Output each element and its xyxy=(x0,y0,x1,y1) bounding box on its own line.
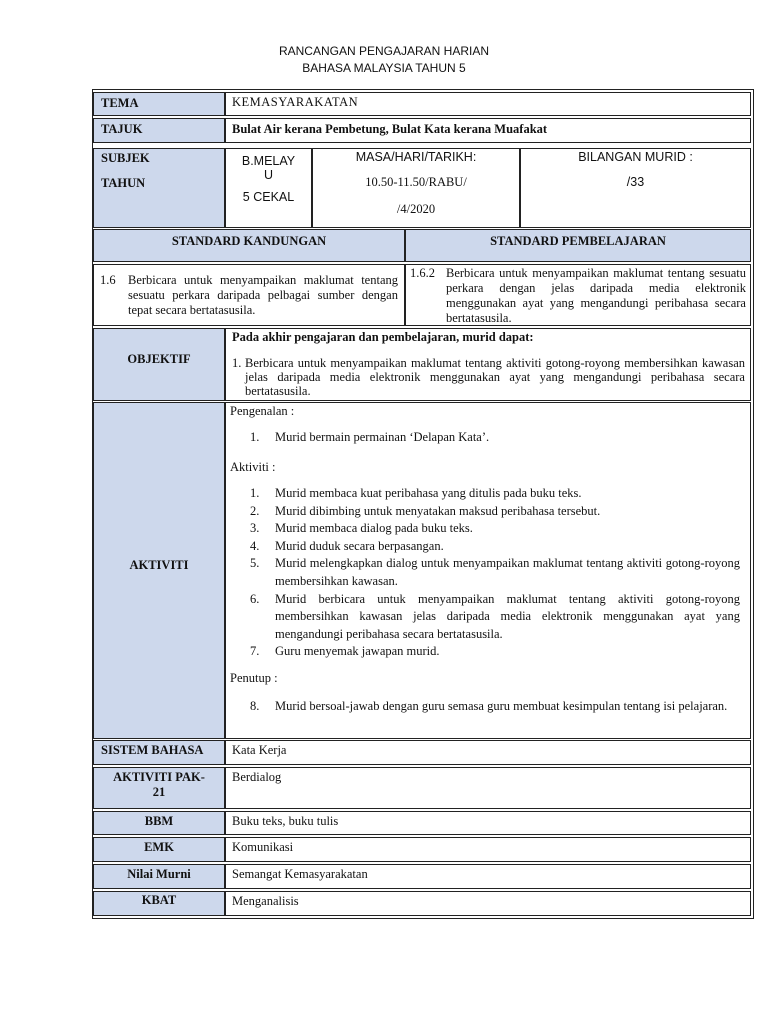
list-item xyxy=(226,520,746,538)
tahun-label: TAHUN xyxy=(101,176,146,190)
list-item xyxy=(226,430,746,445)
objektif-intro: Pada akhir pengajaran dan pembelajaran, murid dapat: xyxy=(232,330,534,344)
objektif-item-number: 1. xyxy=(232,356,242,370)
document-title: RANCANGAN PENGAJARAN HARIAN xyxy=(278,44,490,58)
list-item-number: 1. xyxy=(250,486,260,500)
standard-pembelajaran-cell xyxy=(405,264,751,326)
tajuk-label: TAJUK xyxy=(93,118,225,143)
list-item xyxy=(226,698,746,715)
aktiviti-sub-label: Aktiviti : xyxy=(230,460,276,474)
standard-pembelajaran-number: 1.6.2 xyxy=(410,266,435,280)
list-item xyxy=(226,555,746,590)
masa-cell xyxy=(312,148,520,228)
subjek-tahun-label-cell xyxy=(93,148,225,228)
list-item-number: 3. xyxy=(250,521,260,536)
list-item-text: Murid duduk secara berpasangan. xyxy=(275,538,444,553)
list-item-number: 6. xyxy=(250,591,260,606)
bilangan-label: BILANGAN MURID : xyxy=(578,150,693,164)
pak21-label-line2: 21 xyxy=(152,785,166,799)
aktiviti-list xyxy=(226,485,746,661)
standard-kandungan-cell xyxy=(93,264,405,326)
masa-time: 10.50-11.50/RABU/ xyxy=(365,175,467,189)
list-item-text: Murid bersoal-jawab dengan guru semasa guru membuat kesimpulan tentang isi pelajaran. xyxy=(275,699,728,713)
list-item xyxy=(226,503,746,521)
tema-value: KEMASYARAKATAN xyxy=(225,92,751,116)
list-item-number: 7. xyxy=(250,644,260,659)
objektif-item-text: Berbicara untuk menyampaikan maklumat tentang aktiviti gotong-royong membersihkan kawasan jelas daripada media elektronik menggunakan ayat yang mengandungi peribahasa secara bertatasusila. xyxy=(245,356,745,398)
objektif-label: OBJEKTIF xyxy=(93,328,225,401)
kbat-value: Menganalisis xyxy=(225,891,751,916)
aktiviti-cell xyxy=(225,402,751,739)
list-item-text: Murid dibimbing untuk menyatakan maksud peribahasa tersebut. xyxy=(275,503,601,518)
penutup-label: Penutup : xyxy=(230,671,278,685)
list-item-text: Murid membaca kuat peribahasa yang ditulis pada buku teks. xyxy=(275,486,582,500)
standard-kandungan-text: Berbicara untuk menyampaikan maklumat tentang sesuatu perkara daripada pelbagai sumber dengan tepat secara bertatasusila. xyxy=(128,273,398,317)
list-item-text: Guru menyemak jawapan murid. xyxy=(275,644,440,659)
emk-label: EMK xyxy=(93,837,225,862)
kbat-label: KBAT xyxy=(93,891,225,916)
bilangan-cell xyxy=(520,148,751,228)
aktiviti-label: AKTIVITI xyxy=(93,402,225,739)
pak21-label-line1: AKTIVITI PAK- xyxy=(113,770,205,784)
list-item-text: Murid membaca dialog pada buku teks. xyxy=(275,521,473,536)
subjek-label: SUBJEK xyxy=(101,151,150,165)
bbm-value: Buku teks, buku tulis xyxy=(225,811,751,835)
list-item-number: 4. xyxy=(250,538,260,553)
nilai-murni-label: Nilai Murni xyxy=(93,864,225,889)
pengenalan-label: Pengenalan : xyxy=(230,404,295,418)
nilai-murni-value: Semangat Kemasyarakatan xyxy=(225,864,751,889)
list-item-text: Murid berbicara untuk menyampaikan maklumat tentang aktiviti gotong-royong membersihkan kawasan jelas daripada media elektronik menggunakan ayat yang mengandungi peribahasa secara bertatasusila. xyxy=(275,591,740,641)
sistem-bahasa-value: Kata Kerja xyxy=(225,740,751,765)
standard-kandungan-number: 1.6 xyxy=(100,273,116,287)
document-subtitle: BAHASA MALAYSIA TAHUN 5 xyxy=(302,61,466,75)
list-item-number: 8. xyxy=(250,699,260,713)
tajuk-value: Bulat Air kerana Pembetung, Bulat Kata kerana Muafakat xyxy=(225,118,751,143)
list-item-text: Murid melengkapkan dialog untuk menyampaikan maklumat tentang aktiviti gotong-royong membersihkan kawasan. xyxy=(275,556,740,588)
subjek-value-line1: B.MELAY xyxy=(241,154,296,168)
objektif-cell xyxy=(225,328,751,401)
tahun-value: 5 CEKAL xyxy=(242,190,295,204)
list-item xyxy=(226,591,746,644)
list-item-text: Murid bermain permainan ‘Delapan Kata’. xyxy=(275,430,490,444)
masa-label: MASA/HARI/TARIKH: xyxy=(355,150,477,164)
pak21-label xyxy=(93,767,225,809)
bbm-label: BBM xyxy=(93,811,225,835)
sistem-bahasa-label: SISTEM BAHASA xyxy=(93,740,225,765)
tema-label: TEMA xyxy=(93,92,225,116)
standard-pembelajaran-header: STANDARD PEMBELAJARAN xyxy=(405,229,751,262)
masa-date: /4/2020 xyxy=(396,202,436,216)
standard-pembelajaran-text: Berbicara untuk menyampaikan maklumat tentang sesuatu perkara dengan jelas daripada media elektronik menggunakan ayat yang mengandungi peribahasa secara bertatasusila. xyxy=(446,266,746,325)
list-item-number: 5. xyxy=(250,556,260,571)
pak21-value: Berdialog xyxy=(225,767,751,809)
list-item xyxy=(226,485,746,503)
penutup-list xyxy=(226,698,746,715)
bilangan-value: /33 xyxy=(626,175,645,189)
subjek-tahun-value-cell xyxy=(225,148,312,228)
standard-kandungan-header: STANDARD KANDUNGAN xyxy=(93,229,405,262)
emk-value: Komunikasi xyxy=(225,837,751,862)
list-item xyxy=(226,643,746,661)
list-item-number: 1. xyxy=(250,430,260,444)
list-item xyxy=(226,538,746,556)
pengenalan-list xyxy=(226,430,746,445)
subjek-value-line2: U xyxy=(263,168,274,182)
list-item-number: 2. xyxy=(250,503,260,518)
